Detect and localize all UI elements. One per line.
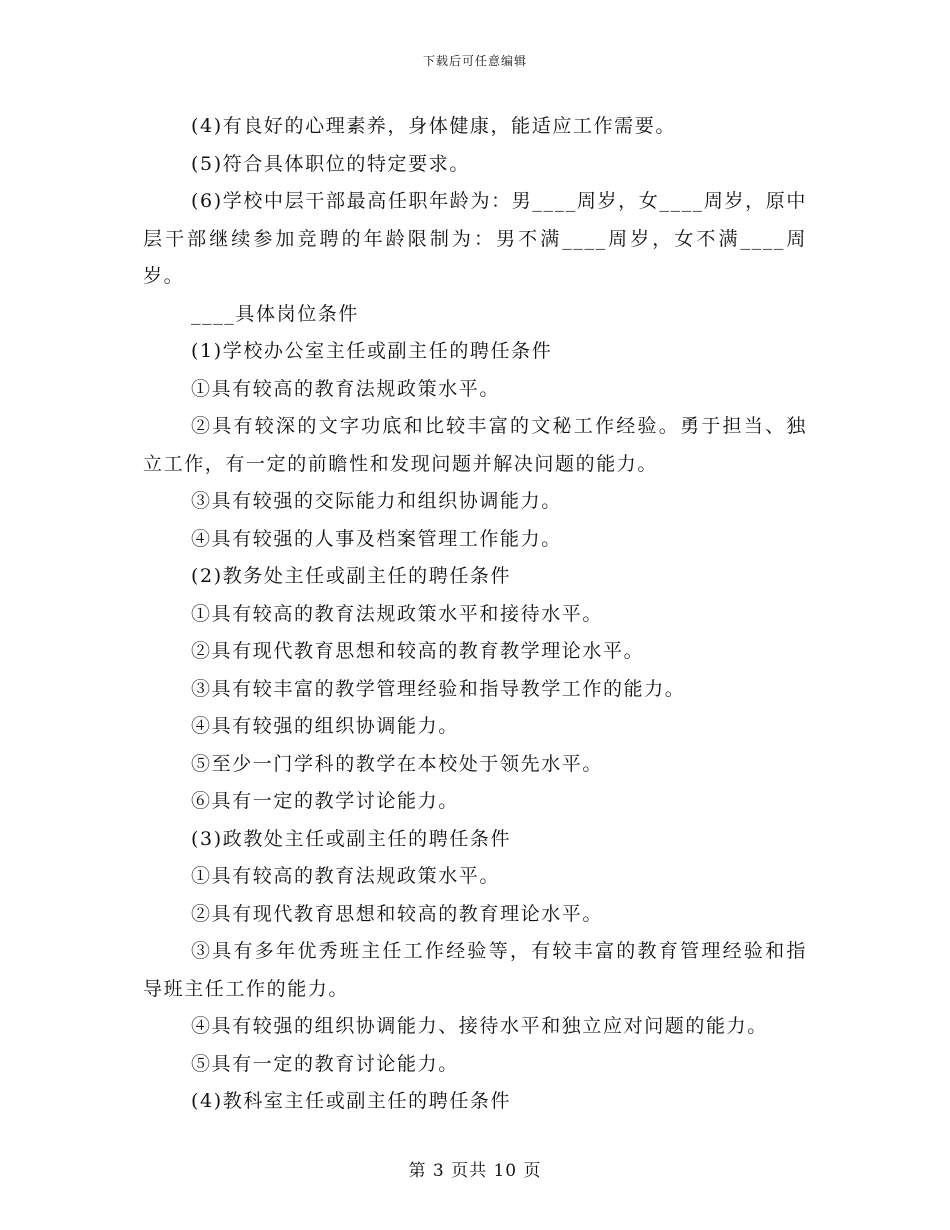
paragraph: ②具有较深的文字功底和比较丰富的文秘工作经验。勇于担当、独立工作，有一定的前瞻性和发现问题并解决问题的能力。 — [143, 415, 807, 475]
paragraph: ④具有较强的组织协调能力。 — [191, 715, 459, 737]
paragraph: (6)学校中层干部最高任职年龄为：男____周岁，女____周岁，原中层干部继续参加竞聘的年龄限制为：男不满____周岁，女不满____周岁。 — [143, 190, 807, 287]
section-heading: (4)教科室主任或副主任的聘任条件 — [191, 1090, 512, 1112]
paragraph: ⑤具有一定的教育讨论能力。 — [191, 1052, 459, 1075]
paragraph: ____具体岗位条件 — [191, 302, 360, 325]
paragraph: ③具有多年优秀班主任工作经验等，有较丰富的教育管理经验和指导班主任工作的能力。 — [143, 940, 807, 1000]
paragraph: ③具有较强的交际能力和组织协调能力。 — [191, 490, 562, 512]
paragraph: ④具有较强的组织协调能力、接待水平和独立应对问题的能力。 — [191, 1015, 768, 1037]
document-body — [143, 108, 807, 1121]
paragraph: (5)符合具体职位的特定要求。 — [191, 152, 470, 175]
section-heading: (2)教务处主任或副主任的聘任条件 — [191, 565, 512, 587]
paragraph: ④具有较强的人事及档案管理工作能力。 — [191, 527, 562, 550]
paragraph: ①具有较高的教育法规政策水平。 — [191, 377, 501, 400]
paragraph: (4)有良好的心理素养，身体健康，能适应工作需要。 — [191, 115, 676, 137]
paragraph: ③具有较丰富的教学管理经验和指导教学工作的能力。 — [191, 677, 686, 700]
page-footer: 第 3 页共 10 页 — [408, 1161, 542, 1181]
paragraph: ⑥具有一定的教学讨论能力。 — [191, 790, 459, 812]
paragraph: ①具有较高的教育法规政策水平和接待水平。 — [191, 602, 604, 625]
paragraph: ①具有较高的教育法规政策水平。 — [191, 865, 501, 887]
paragraph: ⑤至少一门学科的教学在本校处于领先水平。 — [191, 752, 604, 775]
section-heading: (3)政教处主任或副主任的聘任条件 — [191, 827, 512, 850]
section-heading: (1)学校办公室主任或副主任的聘任条件 — [191, 340, 553, 362]
paragraph: ②具有现代教育思想和较高的教育理论水平。 — [191, 902, 604, 925]
paragraph: ②具有现代教育思想和较高的教育教学理论水平。 — [191, 640, 645, 662]
page-header: 下载后可任意编辑 — [422, 54, 527, 68]
